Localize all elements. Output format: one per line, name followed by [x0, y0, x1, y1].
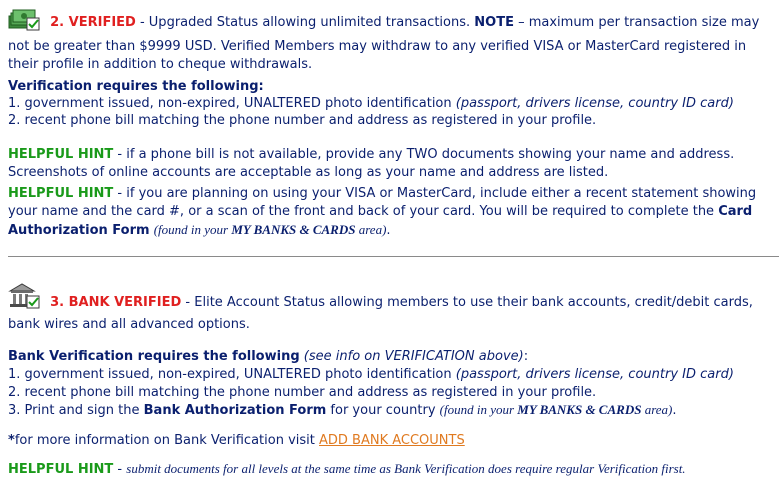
bank-verified-title: 3. BANK VERIFIED [50, 295, 182, 310]
verified-intro: 2. VERIFIED - Upgraded Status allowing unlimited transactions. NOTE – maximum per transaction size may not be greater than $9999 USD. Verified Members may withdraw to any verified VISA or MasterCard registered in their profile in addition to cheque withdrawals. [8, 6, 772, 74]
verified-description: Upgraded Status allowing unlimited transactions. [148, 15, 475, 30]
add-bank-accounts-link[interactable]: ADD BANK ACCOUNTS [319, 433, 465, 448]
note-label: NOTE [474, 15, 514, 30]
verification-requirement-1: 1. government issued, non-expired, UNALTERED photo identification (passport, drivers license, country ID card) [8, 96, 734, 111]
verification-requirement-2: 2. recent phone bill matching the phone number and address as registered in your profile. [8, 113, 597, 128]
bank-authorization-form: Bank Authorization Form [143, 403, 327, 418]
note-text: – maximum per transaction size may not be greater than $9999 USD. Verified Members may withdraw to any verified VISA or MasterCard registered in their profile in addition to cheque withdrawals. [8, 15, 760, 72]
bank-requirements-heading: Bank Verification requires the following (see info on VERIFICATION above): [8, 349, 529, 364]
bank-building-check-icon [8, 282, 40, 316]
helpful-hint-card: HELPFUL HINT - if you are planning on using your VISA or MasterCard, include either a recent statement showing your name and the card #, or a scan of the front and back of your card. You will be required to complete the Card Authorization Form (found in your MY BANKS & CARDS area). [8, 186, 757, 238]
bank-more-info: *for more information on Bank Verification visit ADD BANK ACCOUNTS [8, 433, 465, 448]
bank-requirement-1: 1. government issued, non-expired, UNALTERED photo identification (passport, drivers license, country ID card) [8, 367, 734, 382]
verified-title: 2. VERIFIED [50, 15, 136, 30]
bank-verified-intro: 3. BANK VERIFIED - Elite Account Status allowing members to use their bank accounts, credit/debit cards, bank wires and all advanced options. [8, 282, 772, 334]
bank-requirement-3: 3. Print and sign the Bank Authorization Form for your country (found in your MY BANKS & CARDS area). [8, 402, 677, 418]
money-stack-check-icon [8, 6, 40, 38]
helpful-hint-phone-bill: HELPFUL HINT - if a phone bill is not available, provide any TWO documents showing your name and address. Screenshots of online accounts are acceptable as long as your name and address are listed. [8, 147, 735, 180]
helpful-hint-bank: HELPFUL HINT - submit documents for all levels at the same time as Bank Verification does require regular Verification first. [8, 461, 686, 477]
section-divider [8, 256, 779, 257]
verification-requirements-heading: Verification requires the following: [8, 79, 264, 94]
bank-requirement-2: 2. recent phone bill matching the phone number and address as registered in your profile. [8, 385, 597, 400]
bank-verified-description: Elite Account Status allowing members to use their bank accounts, credit/debit cards, bank wires and all advanced options. [8, 295, 753, 332]
card-authorization-form: Card Authorization Form [8, 204, 753, 238]
